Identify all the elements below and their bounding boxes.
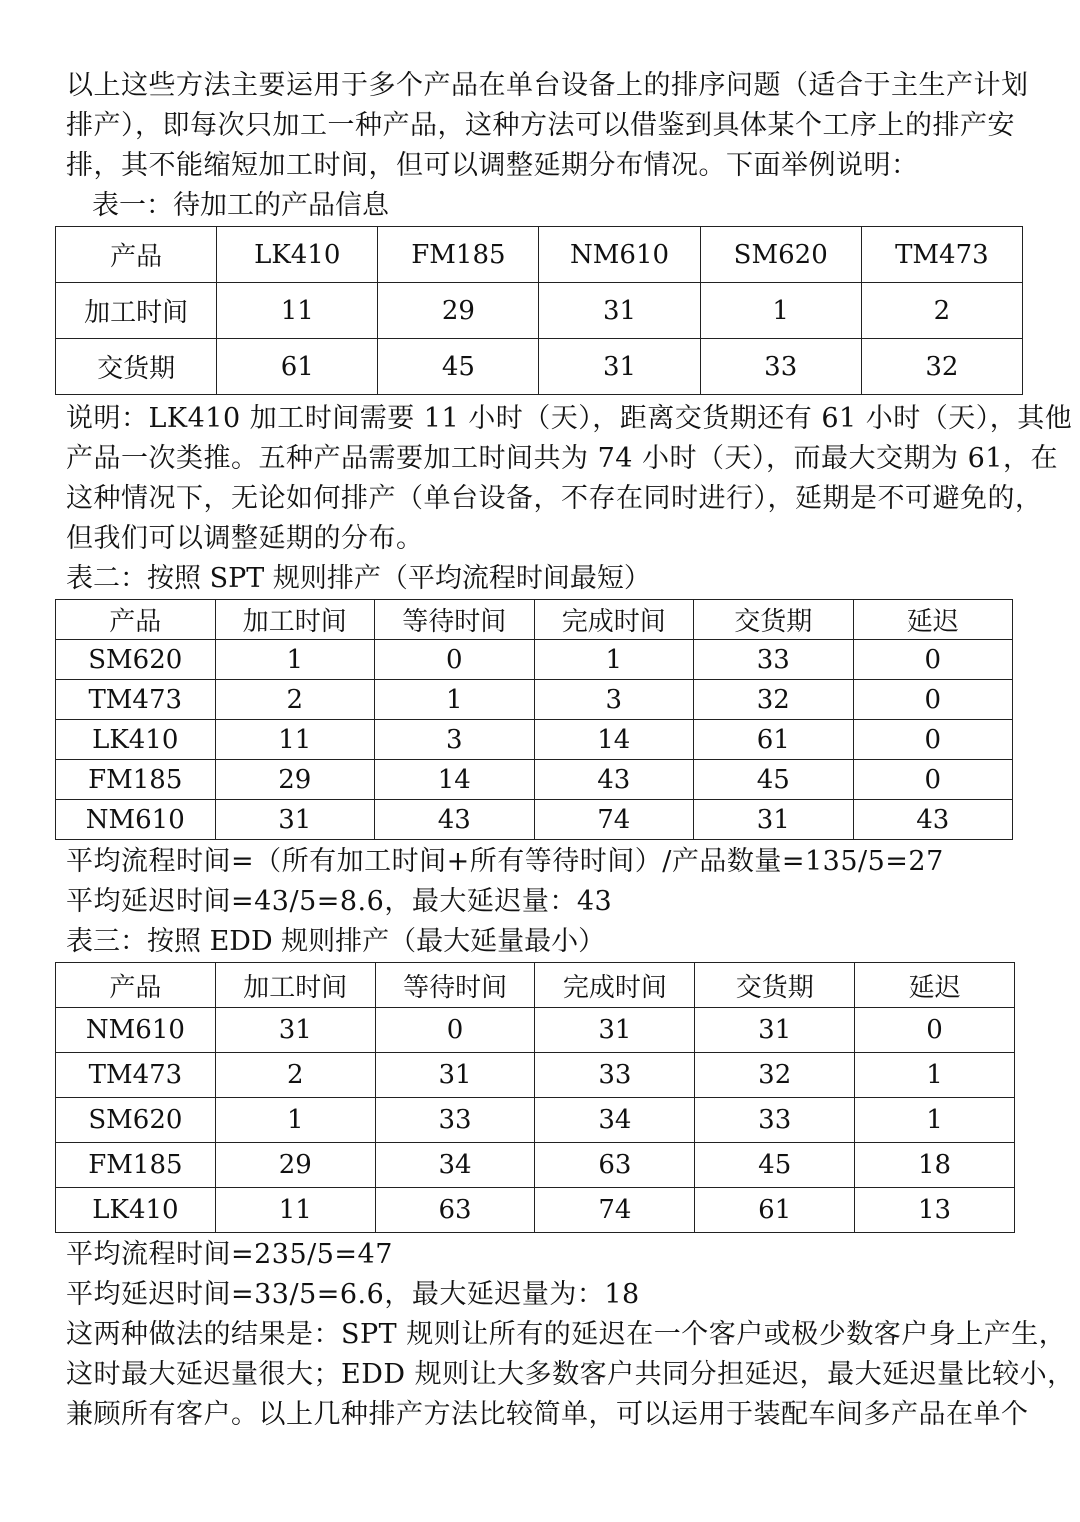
table-cell: 11: [215, 1188, 375, 1233]
table-row: [56, 1188, 1015, 1233]
table-cell: 0: [855, 1008, 1015, 1053]
table-cell: LK410: [56, 720, 216, 760]
table-row: [56, 1098, 1015, 1143]
table-cell: 14: [534, 720, 694, 760]
table-cell: 11: [215, 720, 375, 760]
column-header: 加工时间: [215, 963, 375, 1008]
table-cell: NM610: [539, 227, 700, 283]
table-cell: 31: [375, 1053, 535, 1098]
table-cell: 交货期: [56, 339, 217, 395]
table-cell: 0: [853, 640, 1013, 680]
table-cell: 74: [534, 800, 694, 840]
edd-schedule-table: [55, 962, 1015, 1233]
table-cell: 33: [700, 339, 861, 395]
explanation-line: 说明：LK410 加工时间需要 11 小时（天），距离交货期还有 61 小时（天），其他: [66, 403, 1073, 434]
table-cell: 2: [215, 680, 375, 720]
table-cell: NM610: [56, 1008, 216, 1053]
table-cell: 0: [853, 680, 1013, 720]
table-cell: 32: [861, 339, 1022, 395]
table-cell: 32: [695, 1053, 855, 1098]
column-header: 等待时间: [375, 600, 535, 640]
table-cell: 29: [215, 1143, 375, 1188]
table-cell: TM473: [56, 680, 216, 720]
table-cell: 31: [539, 283, 700, 339]
column-header: 完成时间: [535, 963, 695, 1008]
table-cell: 3: [534, 680, 694, 720]
explanation-line: 这种情况下，无论如何排产（单台设备，不存在同时进行），延期是不可避免的，: [66, 483, 1043, 514]
table-cell: NM610: [56, 800, 216, 840]
table-cell: 产品: [56, 227, 217, 283]
table-row: [56, 1143, 1015, 1188]
table-row: [56, 1053, 1015, 1098]
table-cell: SM620: [700, 227, 861, 283]
edd-note: 平均延迟时间=33/5=6.6，最大延迟量为：18: [66, 1279, 640, 1310]
column-header: 完成时间: [534, 600, 694, 640]
table-cell: 1: [375, 680, 535, 720]
column-header: 加工时间: [215, 600, 375, 640]
table-row: [56, 1008, 1015, 1053]
table-cell: 0: [375, 1008, 535, 1053]
edd-note: 平均流程时间=235/5=47: [66, 1239, 393, 1270]
table-cell: 加工时间: [56, 283, 217, 339]
table-cell: 32: [694, 680, 854, 720]
table-cell: 45: [695, 1143, 855, 1188]
spt-schedule-table: [55, 599, 1013, 840]
table-cell: 1: [215, 1098, 375, 1143]
table-cell: 0: [375, 640, 535, 680]
table-cell: 31: [215, 800, 375, 840]
table-cell: 31: [215, 1008, 375, 1053]
column-header: 产品: [56, 963, 216, 1008]
spt-note: 平均延迟时间=43/5=8.6，最大延迟量：43: [66, 886, 613, 917]
table-cell: 45: [378, 339, 539, 395]
table-cell: 61: [694, 720, 854, 760]
table-cell: 33: [695, 1098, 855, 1143]
table3-caption: 表三：按照 EDD 规则排产（最大延量最小）: [66, 926, 606, 957]
intro-line: 排，其不能缩短加工时间，但可以调整延期分布情况。下面举例说明：: [66, 150, 919, 181]
table-cell: SM620: [56, 1098, 216, 1143]
table-cell: 33: [694, 640, 854, 680]
table-cell: TM473: [56, 1053, 216, 1098]
table-cell: 43: [853, 800, 1013, 840]
table-cell: 63: [535, 1143, 695, 1188]
spt-note: 平均流程时间=（所有加工时间+所有等待时间）/产品数量=135/5=27: [66, 846, 944, 877]
table-row: [56, 640, 1013, 680]
table-cell: 1: [855, 1098, 1015, 1143]
table-cell: 63: [375, 1188, 535, 1233]
column-header: 等待时间: [375, 963, 535, 1008]
intro-line: 以上这些方法主要运用于多个产品在单台设备上的排序问题（适合于主生产计划: [66, 70, 1029, 101]
table-cell: 29: [215, 760, 375, 800]
column-header: 延迟: [855, 963, 1015, 1008]
table-cell: FM185: [378, 227, 539, 283]
table-cell: FM185: [56, 1143, 216, 1188]
table2-caption: 表二：按照 SPT 规则排产（平均流程时间最短）: [66, 563, 651, 594]
intro-line: 排产），即每次只加工一种产品，这种方法可以借鉴到具体某个工序上的排产安: [66, 110, 1015, 141]
table-cell: FM185: [56, 760, 216, 800]
table-cell: TM473: [861, 227, 1022, 283]
column-header: 产品: [56, 600, 216, 640]
table-cell: 2: [861, 283, 1022, 339]
table-cell: 34: [535, 1098, 695, 1143]
explanation-line: 但我们可以调整延期的分布。: [66, 523, 424, 554]
table-cell: 11: [217, 283, 378, 339]
table-cell: LK410: [56, 1188, 216, 1233]
table-row: [56, 760, 1013, 800]
table-row: [56, 800, 1013, 840]
table-cell: 14: [375, 760, 535, 800]
table-row: [56, 283, 1023, 339]
table-cell: 18: [855, 1143, 1015, 1188]
table-cell: 13: [855, 1188, 1015, 1233]
table-cell: 0: [853, 720, 1013, 760]
table-header-row: [56, 963, 1015, 1008]
table-cell: 3: [375, 720, 535, 760]
table-cell: 31: [694, 800, 854, 840]
conclusion-line: 兼顾所有客户。以上几种排产方法比较简单，可以运用于装配车间多产品在单个: [66, 1399, 1029, 1430]
table-cell: SM620: [56, 640, 216, 680]
document-page: [66, 66, 1075, 1435]
table-cell: 31: [539, 339, 700, 395]
column-header: 交货期: [695, 963, 855, 1008]
table-cell: 1: [855, 1053, 1015, 1098]
table-cell: 74: [535, 1188, 695, 1233]
table-cell: 61: [217, 339, 378, 395]
table-header-row: [56, 600, 1013, 640]
table-row: [56, 339, 1023, 395]
table-cell: 43: [375, 800, 535, 840]
table1-caption: 表一：待加工的产品信息: [92, 190, 389, 221]
conclusion-line: 这时最大延迟量很大；EDD 规则让大多数客户共同分担延迟，最大延迟量比较小，: [66, 1359, 1075, 1390]
conclusion-line: 这两种做法的结果是：SPT 规则让所有的延迟在一个客户或极少数客户身上产生，: [66, 1319, 1067, 1350]
table-cell: 1: [534, 640, 694, 680]
table-cell: 43: [534, 760, 694, 800]
product-info-table: [55, 226, 1023, 395]
table-row: [56, 680, 1013, 720]
table-row: [56, 720, 1013, 760]
table-cell: 45: [694, 760, 854, 800]
column-header: 交货期: [694, 600, 854, 640]
table-cell: 34: [375, 1143, 535, 1188]
table-cell: 33: [535, 1053, 695, 1098]
table-cell: 31: [695, 1008, 855, 1053]
table-cell: 31: [535, 1008, 695, 1053]
table-cell: 0: [853, 760, 1013, 800]
table-cell: 61: [695, 1188, 855, 1233]
table-cell: 1: [215, 640, 375, 680]
table-cell: 33: [375, 1098, 535, 1143]
table-cell: 1: [700, 283, 861, 339]
table-cell: 2: [215, 1053, 375, 1098]
explanation-line: 产品一次类推。五种产品需要加工时间共为 74 小时（天），而最大交期为 61，在: [66, 443, 1058, 474]
table-cell: LK410: [217, 227, 378, 283]
table-cell: 29: [378, 283, 539, 339]
table-row: [56, 227, 1023, 283]
column-header: 延迟: [853, 600, 1013, 640]
